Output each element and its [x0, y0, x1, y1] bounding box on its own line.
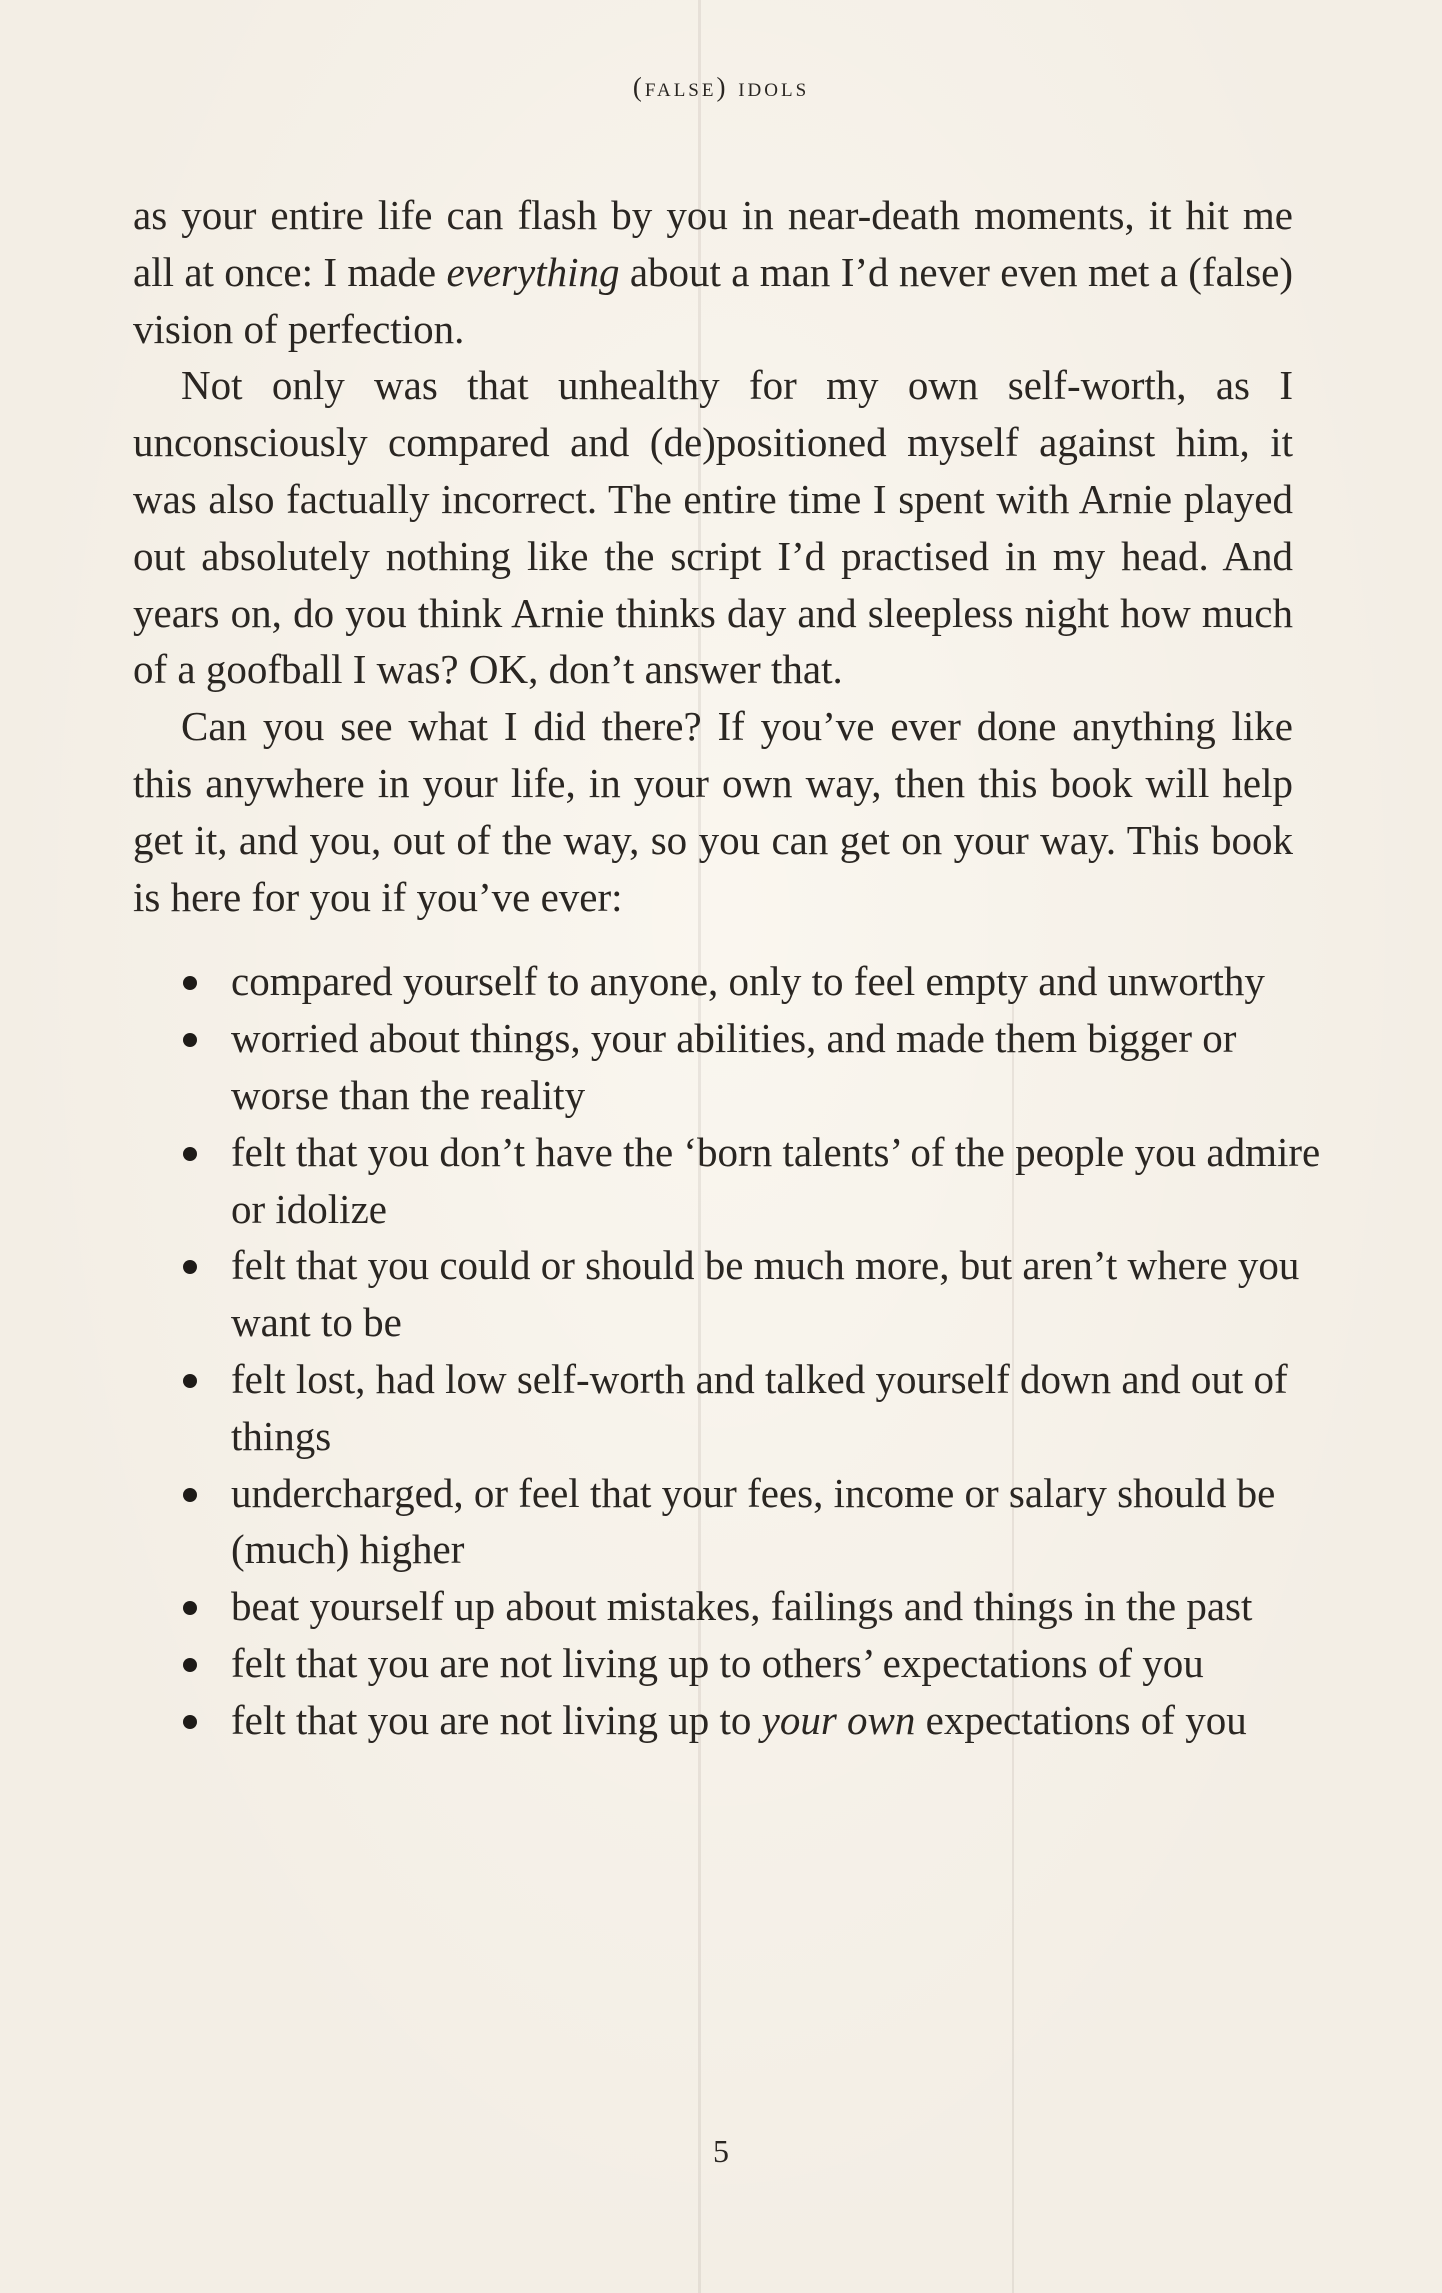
- bullet-icon: [183, 1715, 197, 1729]
- list-item-text: felt lost, had low self-worth and talked yourself down and out of things: [231, 1355, 1288, 1459]
- list-item: [133, 953, 1331, 1010]
- list-item: [133, 1010, 1331, 1124]
- bullet-icon: [183, 1374, 197, 1388]
- bullet-icon: [183, 1147, 197, 1161]
- paragraph-1: [133, 187, 1293, 357]
- bullet-icon: [183, 1260, 197, 1274]
- list-item: [133, 1237, 1331, 1351]
- bullet-icon: [183, 1033, 197, 1047]
- running-head: (false) idols: [632, 72, 810, 102]
- list-item-text: felt that you are not living up to others’ expectations of you: [231, 1639, 1204, 1686]
- body-text: [133, 187, 1321, 1749]
- list-item: [133, 1692, 1331, 1749]
- list-item: [133, 1351, 1331, 1465]
- list-item: [133, 1465, 1331, 1579]
- paragraph-1-end: about a man I’d never even met a (false) vision of perfection.: [133, 248, 1293, 352]
- list-item-emphasis: your own: [761, 1696, 916, 1743]
- list-item-text: undercharged, or feel that your fees, income or salary should be (much) higher: [231, 1469, 1276, 1573]
- bullet-icon: [183, 976, 197, 990]
- paragraph-3: Can you see what I did there? If you’ve ever done anything like this anywhere in your life, in your own way, then this book will help get it, and you, out of the way, so you can get on your way. This book is here for you if you’ve ever:: [133, 703, 1293, 920]
- bullet-icon: [183, 1601, 197, 1615]
- list-item-text: felt that you don’t have the ‘born talents’ of the people you admire or idolize: [231, 1128, 1321, 1232]
- list-item: [133, 1124, 1331, 1238]
- paragraph-1-emphasis: everything: [446, 248, 620, 295]
- list-item-text: worried about things, your abilities, and made them bigger or worse than the reality: [231, 1015, 1237, 1118]
- list-item-text: felt that you could or should be much more, but aren’t where you want to be: [231, 1242, 1300, 1346]
- page-number: 5: [713, 2133, 729, 2169]
- paragraph-1-start: as your entire life can flash by you in near-death moments, it hit me all at once: I made: [133, 192, 1293, 295]
- list-item-text: compared yourself to anyone, only to feel empty and unworthy: [231, 958, 1265, 1005]
- list-item-text-start: felt that you are not living up to: [231, 1696, 762, 1743]
- bullet-icon: [183, 1658, 197, 1672]
- list-item: [133, 1635, 1331, 1692]
- bullet-icon: [183, 1488, 197, 1502]
- list-item: [133, 1578, 1331, 1635]
- list-item-text-end: expectations of you: [915, 1696, 1247, 1743]
- list-item-text: beat yourself up about mistakes, failings and things in the past: [231, 1583, 1253, 1630]
- bullet-list: [133, 953, 1321, 1748]
- paragraph-2: Not only was that unhealthy for my own self-worth, as I unconsciously compared and (de)positioned myself against him, it was also factually incorrect. The entire time I spent with Arnie played out absolutely nothing like the script I’d practised in my head. And years on, do you think Arnie thinks day and sleepless night how much of a goofball I was? OK, don’t answer that.: [133, 362, 1293, 693]
